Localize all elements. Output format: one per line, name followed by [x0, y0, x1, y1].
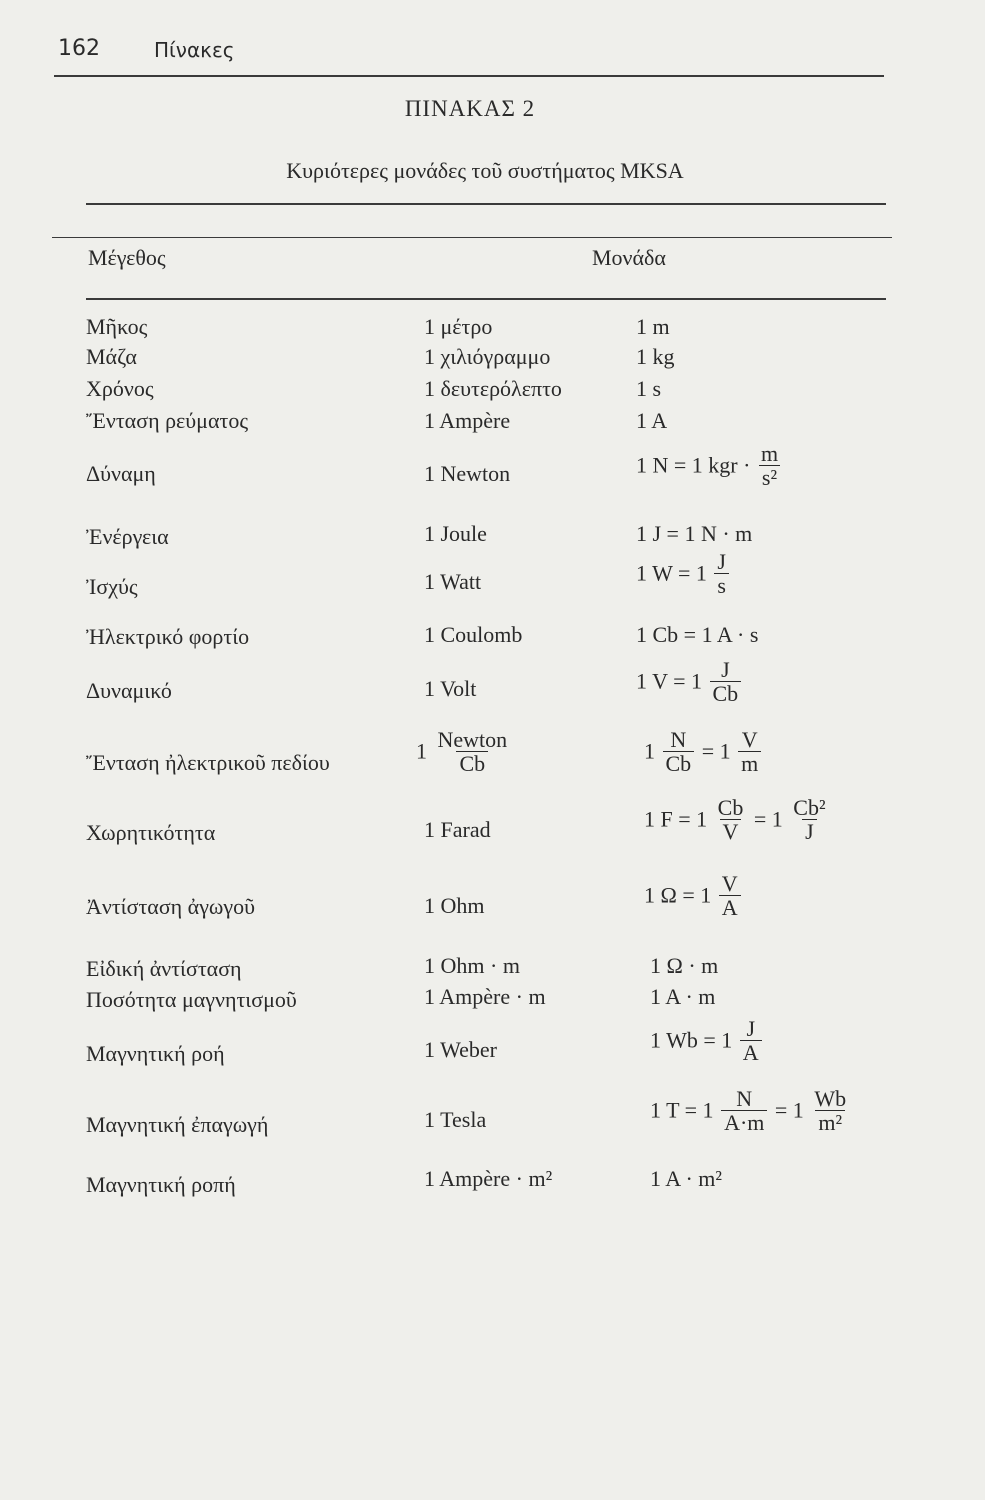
unit-cell: 1 Ampère	[424, 408, 511, 433]
fraction-numerator: Wb	[814, 1086, 847, 1111]
quantity-cell: Ἠλεκτρικό φορτίο	[86, 624, 250, 649]
quantity-cell: Δυναμικό	[86, 678, 172, 703]
quantity-cell: Ποσότητα μαγνητισμοῦ	[86, 987, 297, 1012]
fraction-numerator: Cb	[717, 795, 744, 820]
fraction-numerator: J	[721, 657, 730, 682]
relation-cell	[644, 796, 831, 843]
fraction-numerator: Cb²	[793, 795, 826, 820]
relation-prefix: 1 N = 1 kgr ·	[636, 452, 751, 478]
fraction-denominator: Cb	[710, 681, 742, 705]
relation-prefix: 1 Wb = 1	[650, 1027, 733, 1053]
relation-cell	[644, 728, 763, 775]
fraction-denominator: s²	[759, 465, 780, 489]
unit-cell: 1 Ohm	[424, 893, 485, 918]
relation-cell: 1 s	[636, 376, 662, 401]
fraction-denominator: s	[714, 573, 729, 597]
relation-prefix: 1 Ω = 1	[644, 882, 712, 908]
relation-cell	[650, 1087, 851, 1134]
unit-prefix: 1	[416, 738, 427, 764]
fraction-denominator: V	[720, 819, 742, 843]
fraction-numerator: N	[736, 1086, 753, 1111]
unit-cell: 1 Farad	[424, 817, 491, 842]
quantity-cell: Χωρητικότητα	[86, 820, 216, 845]
relation-cell: 1 A · m²	[650, 1166, 722, 1191]
table-head-rule	[86, 298, 886, 300]
table-subtitle: Κυριότερες μονάδες τοῦ συστήματος MKSA	[286, 158, 684, 183]
header-rule	[54, 75, 884, 77]
fraction-numerator: Newton	[437, 727, 508, 752]
relation-cell	[650, 1017, 764, 1064]
quantity-cell: Μαγνητική ἐπαγωγή	[86, 1112, 269, 1137]
quantity-cell: Χρόνος	[86, 376, 154, 401]
fraction-numerator: J	[717, 549, 726, 574]
unit-cell: 1 Watt	[424, 569, 482, 594]
column-header-quantity: Μέγεθος	[88, 245, 166, 270]
relation-equals: = 1	[774, 1097, 804, 1123]
running-header: Πίνακες	[154, 38, 235, 62]
fraction-denominator: A·m	[721, 1110, 767, 1134]
unit-cell: 1 χιλιόγραμμο	[424, 344, 551, 369]
relation-prefix: 1 T = 1	[650, 1097, 714, 1123]
table-title: ΠΙΝΑΚΑΣ 2	[404, 96, 536, 121]
column-header-unit: Μονάδα	[592, 245, 666, 270]
relation-cell: 1 Cb = 1 A · s	[636, 622, 759, 647]
fraction-denominator: m	[738, 751, 761, 775]
subtitle-rule	[86, 203, 886, 205]
unit-cell: 1 Joule	[424, 521, 487, 546]
page-number: 162	[58, 36, 100, 61]
unit-cell: 1 Coulomb	[424, 622, 523, 647]
quantity-cell: Ἔνταση ἠλεκτρικοῦ πεδίου	[86, 750, 330, 775]
relation-cell: 1 A · m	[650, 984, 716, 1009]
fraction-numerator: J	[746, 1016, 755, 1041]
relation-cell	[636, 442, 783, 489]
fraction-denominator: A	[740, 1040, 762, 1064]
relation-cell	[636, 550, 731, 597]
relation-prefix: 1 V = 1	[636, 668, 702, 694]
quantity-cell: Ἐνέργεια	[86, 524, 169, 549]
unit-cell: 1 Weber	[424, 1037, 497, 1062]
unit-cell	[416, 728, 512, 775]
fraction-numerator: V	[721, 871, 738, 896]
quantity-cell: Ἰσχύς	[86, 574, 138, 599]
unit-cell: 1 Ohm · m	[424, 953, 520, 978]
relation-cell: 1 J = 1 N · m	[636, 521, 753, 546]
quantity-cell: Δύναμη	[86, 461, 156, 486]
fraction-numerator: N	[670, 727, 687, 752]
relation-equals: = 1	[753, 806, 783, 832]
quantity-cell: Μαγνητική ροπή	[86, 1172, 236, 1197]
unit-cell: 1 Newton	[424, 461, 511, 486]
relation-prefix: 1 W = 1	[636, 560, 707, 586]
relation-cell: 1 A	[636, 408, 668, 433]
unit-cell: 1 μέτρο	[424, 314, 493, 339]
fraction-denominator: m²	[815, 1110, 845, 1134]
relation-cell: 1 m	[636, 314, 670, 339]
quantity-cell: Μῆκος	[86, 314, 148, 339]
quantity-cell: Εἰδική ἀντίσταση	[86, 956, 242, 981]
relation-prefix: 1 F = 1	[644, 806, 708, 832]
quantity-cell: Ἔνταση ρεύματος	[86, 408, 249, 433]
unit-cell: 1 Volt	[424, 676, 477, 701]
unit-cell: 1 Tesla	[424, 1107, 487, 1132]
relation-cell: 1 Ω · m	[650, 953, 719, 978]
fraction-numerator: m	[760, 441, 779, 466]
quantity-cell: Ἀντίσταση ἀγωγοῦ	[86, 894, 256, 919]
fraction-numerator: V	[741, 727, 758, 752]
relation-cell	[644, 872, 743, 919]
unit-cell: 1 Ampère · m²	[424, 1166, 553, 1191]
quantity-cell: Μάζα	[86, 344, 137, 369]
unit-cell: 1 Ampère · m	[424, 984, 546, 1009]
relation-prefix: 1	[644, 738, 655, 764]
relation-equals: = 1	[701, 738, 731, 764]
fraction-denominator: A	[719, 895, 741, 919]
quantity-cell: Μαγνητική ροή	[86, 1041, 225, 1066]
relation-cell: 1 kg	[636, 344, 675, 369]
relation-cell	[636, 658, 743, 705]
fraction-denominator: Cb	[663, 751, 695, 775]
fraction-denominator: Cb	[456, 751, 488, 775]
table-top-rule	[52, 237, 892, 238]
fraction-denominator: J	[802, 819, 817, 843]
unit-cell: 1 δευτερόλεπτο	[424, 376, 562, 401]
